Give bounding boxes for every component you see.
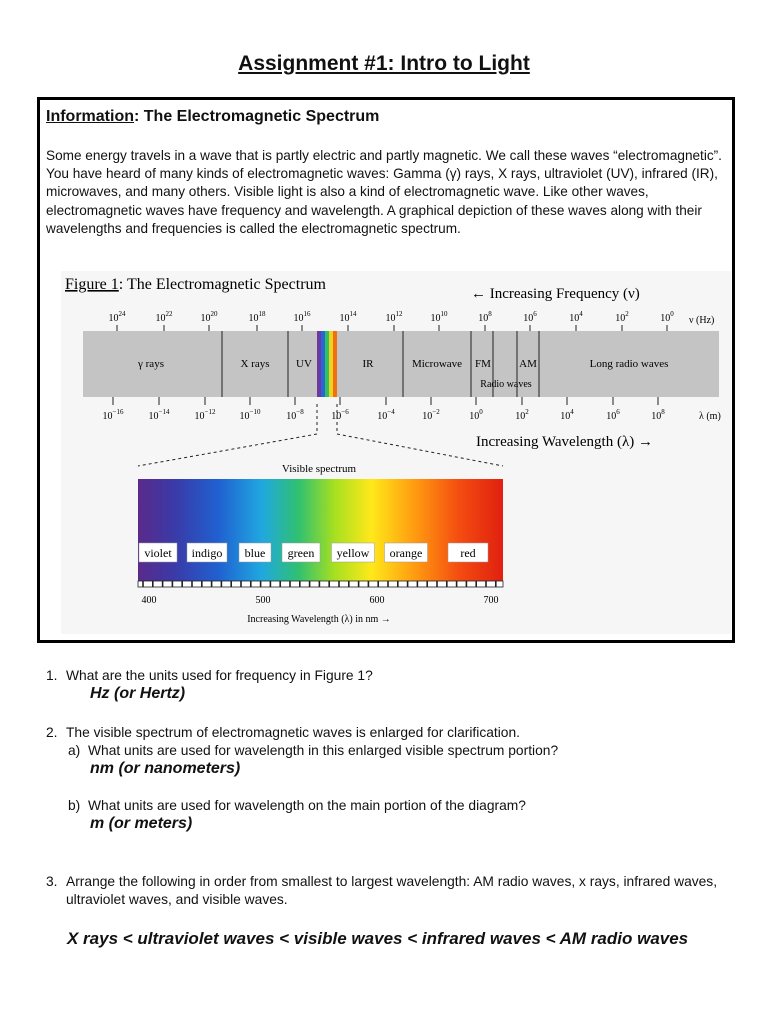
wavelength-tick-label: $10^{-4}$ — [377, 408, 395, 422]
visible-strip-yellow — [329, 331, 333, 397]
question-3-text: Arrange the following in order from smallest to largest wavelength: AM radio waves, x rays, infrared waves, ultraviolet waves, and visible waves. — [66, 874, 718, 907]
answer-3: X rays < ultraviolet waves < visible waves < infrared waves < AM radio waves — [67, 929, 689, 948]
band-fm-label: FM — [475, 358, 491, 370]
wavelength-tick-label: $10^{-10}$ — [239, 408, 261, 422]
frequency-tick-label: $10^8$ — [478, 310, 492, 324]
wavelength-tick-label: $10^{-14}$ — [148, 408, 170, 422]
wavelength-unit: λ (m) — [699, 411, 721, 422]
answer-1: Hz (or Hertz) — [90, 685, 186, 702]
question-1-number: 1. — [46, 668, 58, 683]
band-xray-label: X rays — [240, 358, 270, 370]
band-am-label: AM — [519, 358, 537, 370]
page-title: Assignment #1: Intro to Light — [238, 52, 530, 75]
color-label-yellow: yellow — [336, 546, 370, 560]
frequency-tick-label: $10^6$ — [523, 310, 537, 324]
figure-title — [65, 276, 327, 293]
info-heading — [46, 108, 379, 126]
frequency-tick-label: $10^{18}$ — [248, 310, 266, 324]
band-microwave-label: Microwave — [411, 358, 463, 370]
answer-2b: m (or meters) — [90, 815, 193, 832]
question-1-text: What are the units used for frequency in Figure 1? — [66, 668, 373, 683]
frequency-unit: ν (Hz) — [689, 315, 715, 326]
information-box — [37, 97, 735, 643]
wavelength-tick-label: $10^4$ — [560, 408, 574, 422]
question-2b-text: What units are used for wavelength on the main portion of the diagram? — [88, 798, 526, 813]
band-gamma-label: γ rays — [138, 358, 164, 370]
band-uv-label: UV — [296, 358, 312, 370]
band-ir-label: IR — [362, 358, 374, 370]
wavelength-tick-label: $10^{-2}$ — [422, 408, 440, 422]
frequency-tick-label: $10^2$ — [615, 310, 629, 324]
frequency-axis-title: ← Increasing Frequency (ν) — [471, 286, 640, 302]
visible-strip-violet — [317, 331, 321, 397]
band-long-radio-label: Long radio waves — [589, 358, 669, 370]
info-paragraph: Some energy travels in a wave that is partly electric and partly magnetic. We call these waves “electromagnetic”. You have heard of many kinds of electromagnetic waves: Gamma (γ) rays, X rays, ultraviolet (UV), infrared (IR), microwaves, and many others. Visible light is also a kind of electromagnetic wave. Like other waves, electromagnetic waves have frequency and wavelength. A graphical depiction of these waves along with their wavelengths and frequencies is called the electromagnetic spectrum. — [46, 148, 722, 236]
color-label-violet: violet — [144, 546, 172, 560]
wavelength-tick-label: $10^8$ — [651, 408, 665, 422]
visible-spectrum-title: Visible spectrum — [281, 463, 357, 475]
wavelength-tick-label: $10^{-12}$ — [194, 408, 216, 422]
frequency-tick-label: $10^{12}$ — [385, 310, 403, 324]
question-2-text: The visible spectrum of electromagnetic waves is enlarged for clarification. — [66, 725, 520, 740]
info-heading-rest: : The Electromagnetic Spectrum — [134, 108, 380, 125]
zoom-line-diag-left — [138, 434, 317, 466]
nm-label: 500 — [255, 595, 271, 606]
nm-label: 700 — [483, 595, 499, 606]
figure-title-label: Figure 1 — [65, 276, 119, 293]
color-label-indigo: indigo — [191, 546, 223, 560]
em-spectrum-figure — [61, 271, 731, 634]
visible-axis-label: Increasing Wavelength (λ) in nm → — [247, 614, 391, 625]
frequency-tick-label: $10^{16}$ — [293, 310, 311, 324]
visible-strip-green — [325, 331, 329, 397]
question-3-number: 3. — [46, 874, 58, 889]
nm-label: 600 — [369, 595, 385, 606]
info-heading-label: Information — [46, 108, 134, 125]
frequency-tick-label: $10^4$ — [569, 310, 583, 324]
wavelength-tick-label: $10^0$ — [469, 408, 483, 422]
question-2b-label: b) — [68, 798, 81, 813]
question-2a-text: What units are used for wavelength in this enlarged visible spectrum portion? — [88, 743, 559, 758]
wavelength-tick-label: $10^2$ — [515, 408, 529, 422]
wavelength-axis-title: Increasing Wavelength (λ) → — [476, 434, 653, 450]
answer-2a: nm (or nanometers) — [90, 760, 241, 777]
frequency-tick-label: $10^{10}$ — [430, 310, 448, 324]
band-radio-label: Radio waves — [480, 379, 532, 390]
frequency-ticks — [109, 310, 675, 331]
figure-title-rest: : The Electromagnetic Spectrum — [118, 276, 326, 293]
wavelength-tick-label: $10^{-8}$ — [286, 408, 304, 422]
color-label-blue: blue — [244, 546, 266, 560]
color-label-orange: orange — [389, 546, 423, 560]
nm-scale-labels — [142, 595, 499, 606]
frequency-tick-label: $10^{22}$ — [155, 310, 173, 324]
frequency-tick-label: $10^{24}$ — [108, 310, 126, 324]
visible-strip-blue — [321, 331, 325, 397]
nm-label: 400 — [141, 595, 157, 606]
em-spectrum-diagram — [61, 271, 731, 634]
visible-spectrum-bar — [138, 479, 503, 581]
frequency-tick-label: $10^0$ — [660, 310, 674, 324]
wavelength-tick-label: $10^{-16}$ — [102, 408, 124, 422]
color-label-green: green — [287, 546, 315, 560]
color-label-red: red — [460, 546, 476, 560]
wavelength-ticks — [103, 397, 666, 422]
question-2a-label: a) — [68, 743, 81, 758]
wavelength-tick-label: $10^{-6}$ — [331, 408, 349, 422]
question-2-number: 2. — [46, 725, 58, 740]
frequency-tick-label: $10^{14}$ — [339, 310, 357, 324]
wavelength-tick-label: $10^6$ — [606, 408, 620, 422]
visible-strip-red — [333, 331, 337, 397]
frequency-tick-label: $10^{20}$ — [200, 310, 218, 324]
